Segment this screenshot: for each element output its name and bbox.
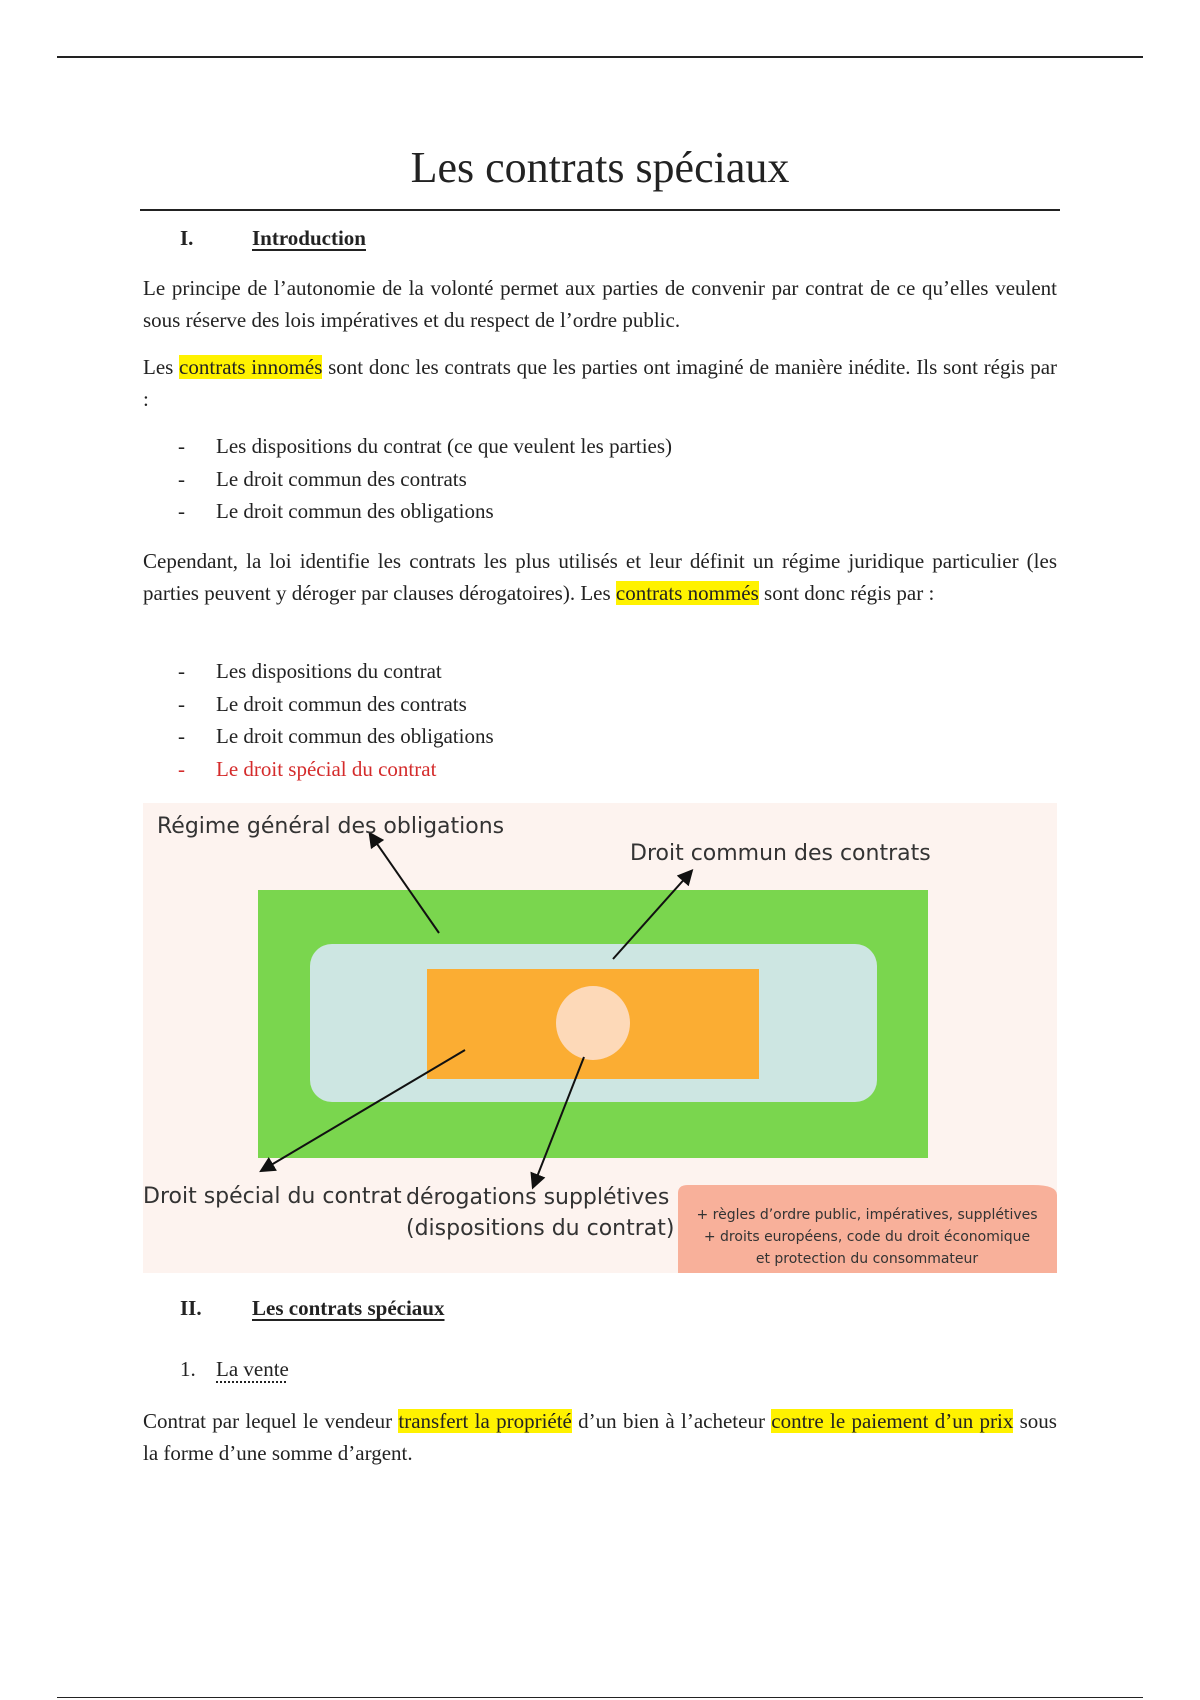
nommes-paragraph <box>143 545 1057 609</box>
list-item-special: - Le droit spécial du contrat <box>178 756 437 781</box>
note-line-1: + règles d’ordre public, impératives, supplétives <box>696 1207 1038 1223</box>
section-title: Introduction <box>252 226 366 250</box>
list-item-text: Le droit commun des contrats <box>216 466 467 491</box>
list-item: - Le droit commun des obligations <box>178 724 494 748</box>
list-item-text: Les dispositions du contrat <box>216 659 442 683</box>
highlight-transfert-propriete: transfert la propriété <box>398 1409 572 1433</box>
section-heading-introduction <box>180 226 366 251</box>
section-number: I. <box>180 226 194 250</box>
vente-text-middle: d’un bien à l’acheteur <box>571 1409 772 1433</box>
list-item: - Le droit commun des contrats <box>178 466 467 491</box>
note-line-2: + droits européens, code du droit économique <box>703 1229 1031 1245</box>
intro-paragraph: Le principe de l’autonomie de la volonté permet aux parties de convenir par contrat de ce qu’elles veulent sous réserve des lois impératives et du respect de l’ordre public. <box>143 276 1057 332</box>
highlight-contrats-innomes: contrats innomés <box>179 355 323 379</box>
innomes-list <box>178 430 672 528</box>
nommes-text-after: sont donc régis par : <box>758 581 935 605</box>
section-heading-contrats-speciaux <box>180 1296 445 1321</box>
list-item-text: Le droit commun des obligations <box>216 724 494 748</box>
page-top-rule <box>57 56 1143 58</box>
innomes-text-after: sont donc les contrats que les parties ont imaginé de manière inédite. Ils sont régis par : <box>143 355 1058 411</box>
list-item-text: Le droit commun des obligations <box>216 499 494 523</box>
list-item: - Les dispositions du contrat (ce que veulent les parties) <box>178 434 673 458</box>
subsection-title: La vente <box>216 1357 289 1381</box>
vente-text-after: sous la forme d’une somme d’argent. <box>143 1409 1057 1465</box>
innomes-text-before: Les <box>143 355 180 379</box>
label-droit-commun: Droit commun des contrats <box>630 841 931 866</box>
diagram-svg <box>143 803 1057 1273</box>
subsection-number: 1. <box>180 1357 196 1381</box>
page-title: Les contrats spéciaux <box>410 143 790 192</box>
core-circle-dispositions <box>556 986 630 1060</box>
list-item: - Les dispositions du contrat <box>178 659 442 683</box>
section-title: Les contrats spéciaux <box>252 1296 445 1320</box>
label-derogations-line1: dérogations supplétives <box>406 1185 670 1210</box>
list-item-text: Le droit commun des contrats <box>216 691 467 716</box>
page-bottom-rule <box>57 1697 1143 1698</box>
subsection-heading-vente <box>180 1357 289 1382</box>
highlight-paiement-prix: contre le paiement d’un prix <box>771 1409 1014 1433</box>
vente-text-before: Contrat par lequel le vendeur <box>143 1409 399 1433</box>
nommes-list <box>178 655 494 785</box>
label-droit-special: Droit spécial du contrat <box>143 1184 402 1209</box>
list-item-text: Le droit spécial du contrat <box>216 756 437 781</box>
vente-paragraph <box>143 1405 1057 1469</box>
list-item-text: Les dispositions du contrat (ce que veulent les parties) <box>216 434 673 458</box>
label-derogations-line2: (dispositions du contrat) <box>406 1216 675 1241</box>
highlight-contrats-nommes: contrats nommés <box>615 581 759 605</box>
list-item: - Le droit commun des obligations <box>178 499 494 523</box>
label-regime-general: Régime général des obligations <box>157 814 505 839</box>
nommes-text-before: Cependant, la loi identifie les contrats les plus utilisés et leur définit un régime juridique particulier (les parties peuvent y déroger par clauses dérogatoires). Les <box>143 549 1057 605</box>
contract-law-diagram <box>143 803 1057 1273</box>
note-line-3: et protection du consommateur <box>755 1251 979 1267</box>
list-item: - Le droit commun des contrats <box>178 691 467 716</box>
title-underline <box>140 209 1060 211</box>
innomes-paragraph <box>143 351 1057 415</box>
section-number: II. <box>180 1296 202 1320</box>
